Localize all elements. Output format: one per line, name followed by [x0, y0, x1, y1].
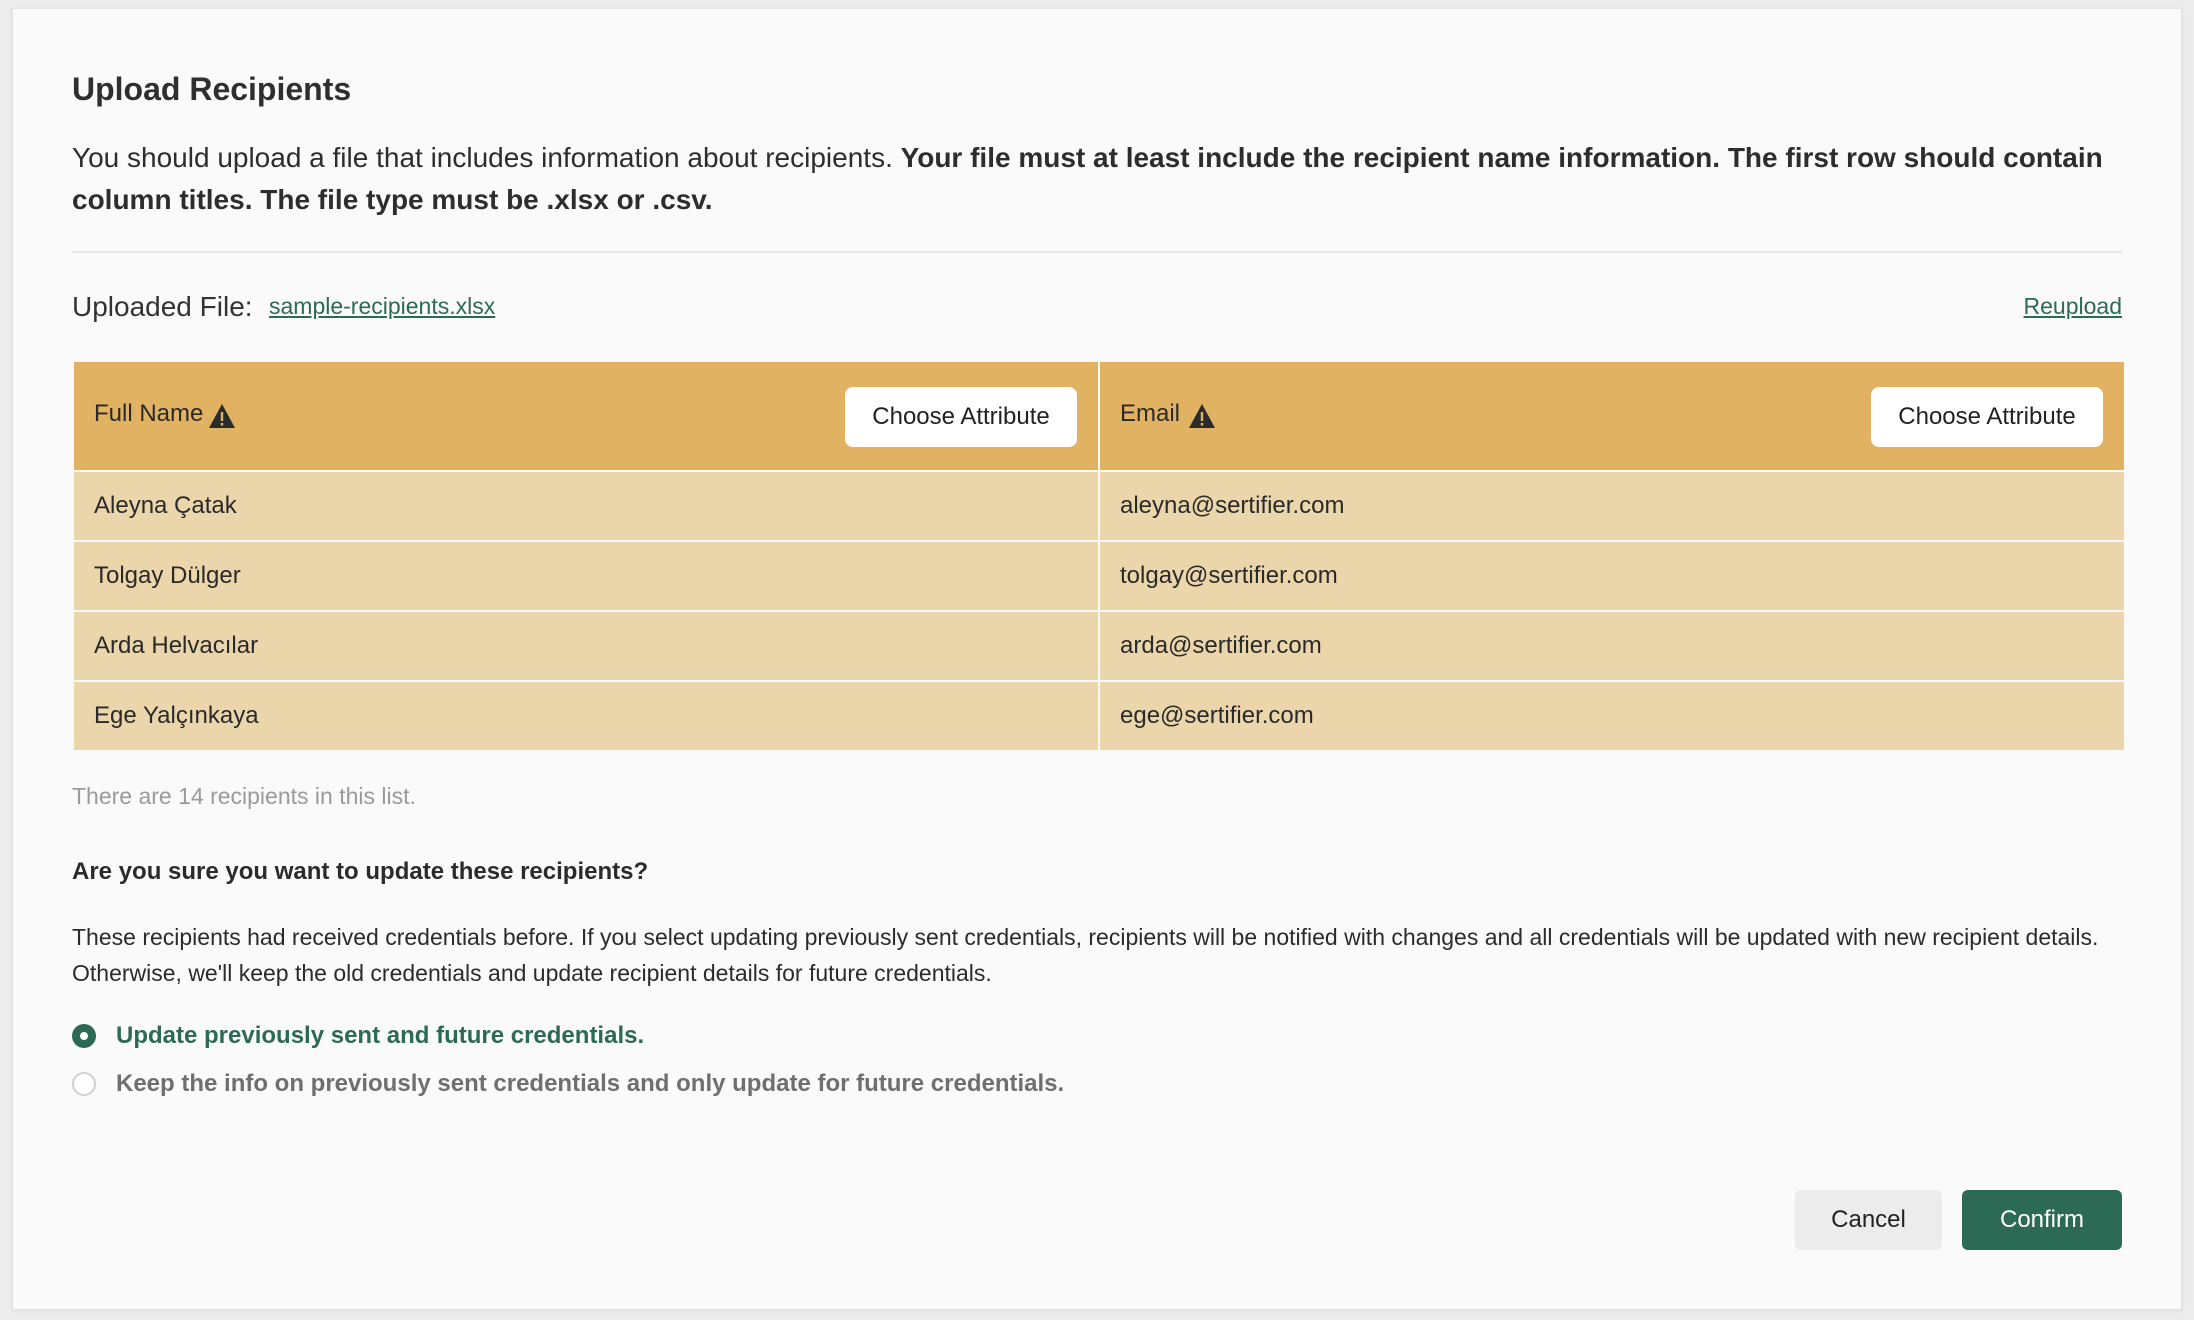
table-cell [1100, 542, 2124, 610]
cell-text: Tolgay Dülger [94, 562, 241, 589]
upload-recipients-dialog [12, 8, 2182, 1310]
table-cell [74, 542, 1098, 610]
table-cell [1100, 472, 2124, 540]
cell-text: Arda Helvacılar [94, 632, 259, 659]
divider [72, 251, 2122, 253]
column-header-email [1100, 362, 2124, 470]
reupload-link[interactable]: Reupload [2023, 293, 2122, 319]
warning-icon [207, 402, 237, 430]
radio-label: Update previously sent and future credentials. [116, 1022, 645, 1049]
table-row [74, 682, 2124, 750]
recipient-count-text: There are 14 recipients in this list. [72, 783, 416, 809]
update-question: Are you sure you want to update these recipients? [72, 858, 649, 885]
table-cell [74, 472, 1098, 540]
choose-attribute-button[interactable]: Choose Attribute [845, 387, 1077, 447]
cell-text: arda@sertifier.com [1120, 632, 1322, 659]
table-cell [1100, 682, 2124, 750]
column-header-full-name [74, 362, 1098, 470]
table-cell [74, 612, 1098, 680]
warning-icon [1187, 402, 1217, 430]
radio-unselected-icon[interactable] [72, 1072, 96, 1096]
radio-selected-icon[interactable] [72, 1024, 96, 1048]
uploaded-file-label: Uploaded File: [72, 291, 253, 322]
intro-requirements-text: Your file must at least include the recipient name information. The first row should contain column titles. The file type must be .xlsx or .csv. [72, 142, 2103, 215]
cell-text: Ege Yalçınkaya [94, 702, 259, 729]
table-row [74, 542, 2124, 610]
confirm-button[interactable]: Confirm [1962, 1190, 2122, 1250]
cell-text: ege@sertifier.com [1120, 702, 1314, 729]
cell-text: aleyna@sertifier.com [1120, 492, 1345, 519]
cell-text: Aleyna Çatak [94, 492, 237, 519]
column-label: Full Name [94, 400, 204, 427]
cell-text: tolgay@sertifier.com [1120, 562, 1338, 589]
dialog-title: Upload Recipients [72, 71, 352, 107]
dialog-content [72, 9, 2122, 1309]
radio-option-update-all[interactable] [72, 1019, 644, 1053]
choose-attribute-button[interactable]: Choose Attribute [1871, 387, 2103, 447]
uploaded-file-link[interactable]: sample-recipients.xlsx [269, 293, 496, 319]
intro-plain-text: You should upload a file that includes information about recipients. [72, 142, 901, 173]
table-cell [74, 682, 1098, 750]
cancel-button[interactable]: Cancel [1795, 1190, 1942, 1250]
radio-option-future-only[interactable] [72, 1067, 1064, 1101]
column-label: Email [1120, 400, 1181, 427]
table-header-row [74, 362, 2124, 470]
intro-text [72, 137, 2122, 221]
update-explanation: These recipients had received credentials before. If you select updating previously sent credentials, recipients will be notified with changes and all credentials will be updated with new recipient details. Otherwise, we'll keep the old credentials and update recipient details for future credentials. [72, 924, 2099, 986]
radio-label: Keep the info on previously sent credentials and only update for future credentials. [116, 1070, 1065, 1097]
table-cell [1100, 612, 2124, 680]
table-row [74, 612, 2124, 680]
uploaded-file-row [72, 291, 2122, 331]
table-row [74, 472, 2124, 540]
recipients-table [74, 362, 2124, 750]
